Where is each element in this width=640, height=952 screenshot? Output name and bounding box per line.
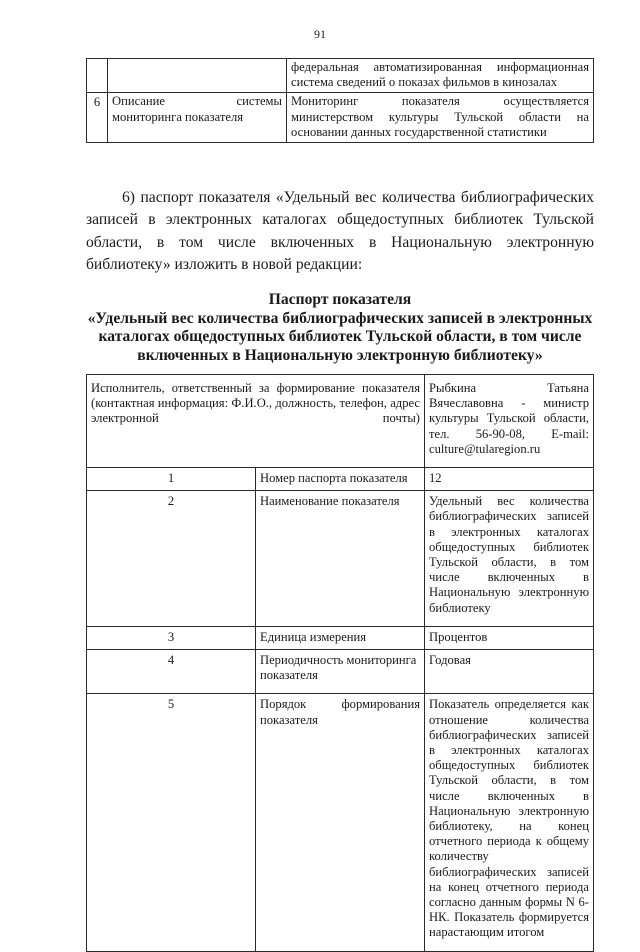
indicator-continuation-table — [86, 58, 594, 143]
passport-title-line2: «Удельный вес количества библиографических записей в электронных каталогах общедоступных библиотек Тульской области, в том числе включенных в Национальную электронную библиотеку» — [87, 309, 593, 364]
row-label — [108, 59, 287, 93]
row-label: Единица измерения — [256, 626, 425, 649]
table-row — [87, 468, 594, 491]
table-row — [87, 491, 594, 627]
row-number: 3 — [87, 626, 256, 649]
row-label: Порядок формирования показателя — [256, 694, 425, 951]
table-row — [87, 59, 594, 93]
passport-title-line1: Паспорт показателя — [268, 291, 412, 308]
table-row — [87, 694, 594, 951]
row-label: Наименование показателя — [256, 491, 425, 627]
row-value: Показатель определяется как отношение количества библиографических записей в электронных каталогах общедоступных библиотек Тульской области, в том числе включенных в Национальную электронную библиотеку, на конец отчетного периода к общему количеству библиографических записей на конец отчетного периода согласно данным формы N 6-НК. Показатель формируется нарастающим итогом — [425, 694, 594, 951]
executor-label: Исполнитель, ответственный за формирование показателя (контактная информация: Ф.И.О., должность, телефон, адрес электронной почты) — [87, 375, 425, 468]
row-label: Периодичность мониторинга показателя — [256, 650, 425, 694]
row-number: 4 — [87, 650, 256, 694]
table-row — [87, 650, 594, 694]
row-number: 2 — [87, 491, 256, 627]
row-value: 12 — [425, 468, 594, 491]
row-number: 1 — [87, 468, 256, 491]
amendment-paragraph: 6) паспорт показателя «Удельный вес количества библиографических записей в электронных каталогах общедоступных библиотек Тульской области, в том числе включенных в Национальную электронную библиотеку» изложить в новой редакции: — [86, 189, 594, 273]
row-label: Номер паспорта показателя — [256, 468, 425, 491]
page-number: 91 — [314, 27, 326, 41]
row-value: Процентов — [425, 626, 594, 649]
executor-value: Рыбкина Татьяна Вячеславовна - министр культуры Тульской области, тел. 56-90-08, E-mail: culture@tularegion.ru — [425, 375, 594, 468]
table-row — [87, 626, 594, 649]
row-number: 6 — [87, 93, 108, 143]
row-value: Годовая — [425, 650, 594, 694]
table-row — [87, 93, 594, 143]
row-number — [87, 59, 108, 93]
row-number: 5 — [87, 694, 256, 951]
table-row — [87, 375, 594, 468]
passport-title — [80, 291, 600, 365]
row-label: Описание системы мониторинга показателя — [108, 93, 287, 143]
row-value: Удельный вес количества библиографических записей в электронных каталогах общедоступных библиотек Тульской области, в том числе включенных в Национальную электронную библиотеку — [425, 491, 594, 627]
row-value: Мониторинг показателя осуществляется министерством культуры Тульской области на основании данных государственной статистики — [287, 93, 594, 143]
passport-table — [86, 374, 594, 952]
row-value: федеральная автоматизированная информационная система сведений о показах фильмов в кинозалах — [287, 59, 594, 93]
